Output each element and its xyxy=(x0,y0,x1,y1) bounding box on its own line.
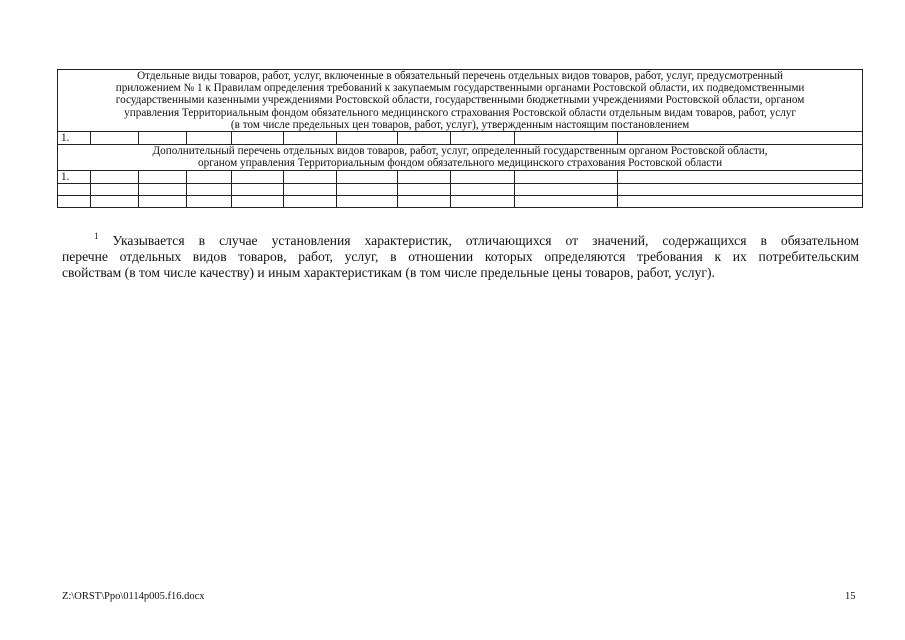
table-cell xyxy=(515,195,618,207)
table-cell xyxy=(618,132,863,145)
footnote-line xyxy=(62,233,859,249)
row-number-cell: 1. xyxy=(58,132,91,145)
table-cell xyxy=(187,170,232,183)
footnote-text: Указывается в случае установления характеристик, отличающихся от значений, содержащихся в обязательном xyxy=(112,233,859,248)
table-cell xyxy=(284,170,337,183)
requirements-table xyxy=(57,69,863,208)
table-cell xyxy=(232,183,284,195)
table-cell xyxy=(232,195,284,207)
table-cell xyxy=(232,170,284,183)
table-cell xyxy=(139,183,187,195)
table-cell xyxy=(515,132,618,145)
table-cell xyxy=(91,132,139,145)
table-cell xyxy=(398,183,451,195)
table-cell xyxy=(515,170,618,183)
table-cell xyxy=(139,195,187,207)
footer-file-path: Z:\ORST\Ppo\0114p005.f16.docx xyxy=(62,591,205,602)
footnote xyxy=(62,233,859,282)
table-cell xyxy=(618,195,863,207)
table-cell xyxy=(451,195,515,207)
section1-line: государственными казенными учреждениями Ростовской области, государственными бюджетными учреждениями Ростовской области, органом xyxy=(115,94,805,107)
table-row xyxy=(58,170,863,183)
footnote-line: перечне отдельных видов товаров, работ, услуг, в отношении которых определяются требования к их потребительским xyxy=(62,249,859,265)
table-cell xyxy=(139,132,187,145)
table-cell xyxy=(618,170,863,183)
table-cell xyxy=(451,132,515,145)
section1-line: Отдельные виды товаров, работ, услуг, включенные в обязательный перечень отдельных видов товаров, работ, услуг, предусмотренный xyxy=(137,70,784,82)
table-row xyxy=(58,183,863,195)
table-cell xyxy=(337,132,398,145)
table-cell xyxy=(187,183,232,195)
table-cell xyxy=(91,195,139,207)
page-number: 15 xyxy=(845,591,856,602)
table-cell xyxy=(398,195,451,207)
table-cell xyxy=(284,195,337,207)
table-cell xyxy=(58,183,91,195)
table-cell xyxy=(91,170,139,183)
table-cell xyxy=(187,195,232,207)
table-cell xyxy=(515,183,618,195)
section2-title xyxy=(58,145,863,170)
table-cell xyxy=(232,132,284,145)
section1-title xyxy=(58,70,863,132)
table-cell xyxy=(337,170,398,183)
section1-line: управления Территориальным фондом обязательного медицинского страхования Ростовской области отдельным видам товаров, работ, услуг xyxy=(124,106,796,119)
section2-header-row xyxy=(58,145,863,170)
table-cell xyxy=(618,183,863,195)
table-cell xyxy=(284,132,337,145)
table-cell xyxy=(451,183,515,195)
footnote-line: свойствам (в том числе качеству) и иным характеристикам (в том числе предельные цены товаров, работ, услуг). xyxy=(62,265,715,281)
table-row xyxy=(58,195,863,207)
table-cell xyxy=(284,183,337,195)
section2-line: органом управления Территориальным фондом обязательного медицинского страхования Ростовской области xyxy=(198,157,723,170)
table-cell xyxy=(451,170,515,183)
table-cell xyxy=(58,195,91,207)
section1-line: приложением № 1 к Правилам определения требований к закупаемым государственными органами Ростовской области, их подведомственными xyxy=(115,82,805,95)
table-cell xyxy=(139,170,187,183)
section1-line: (в том числе предельных цен товаров, работ, услуг), утвержденным настоящим постановлением xyxy=(230,118,690,131)
table-row xyxy=(58,132,863,145)
section1-header-row xyxy=(58,70,863,132)
table-cell xyxy=(337,195,398,207)
table-cell xyxy=(187,132,232,145)
section2-line: Дополнительный перечень отдельных видов товаров, работ, услуг, определенный государственным органом Ростовской области, xyxy=(152,145,768,158)
row-number-cell: 1. xyxy=(58,170,91,183)
table-cell xyxy=(91,183,139,195)
table-cell xyxy=(337,183,398,195)
table-cell xyxy=(398,170,451,183)
table-cell xyxy=(398,132,451,145)
footnote-marker: 1 xyxy=(94,231,99,241)
